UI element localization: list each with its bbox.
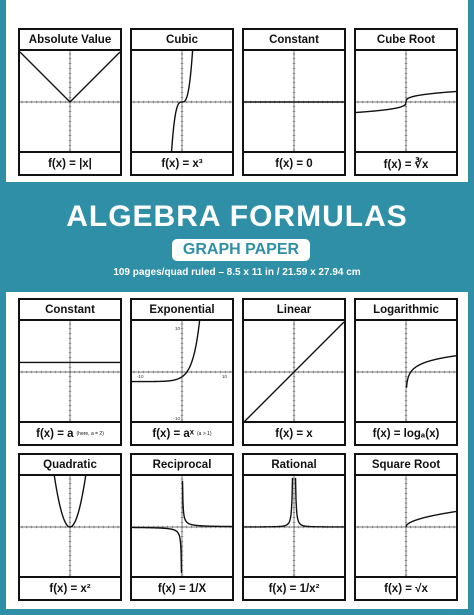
card-formula — [20, 421, 120, 444]
formula-text: f(x) = 0 — [275, 157, 313, 170]
card-formula — [132, 421, 232, 444]
card-title: Quadratic — [20, 455, 120, 476]
left-border-stripe — [0, 0, 6, 615]
function-graph — [132, 321, 232, 423]
function-card — [18, 28, 122, 176]
formula-text: f(x) = x³ — [161, 157, 203, 170]
card-formula — [244, 151, 344, 174]
card-formula — [244, 576, 344, 599]
cover-details: 109 pages/quad ruled – 8.5 x 11 in / 21.59 x 27.94 cm — [113, 267, 361, 278]
graph-svg — [132, 476, 232, 578]
function-graph — [20, 476, 120, 578]
function-graph — [356, 476, 456, 578]
card-formula — [20, 151, 120, 174]
card-title: Linear — [244, 300, 344, 321]
graph-row-1 — [18, 28, 458, 176]
formula-text: f(x) = logₐ(x) — [372, 427, 440, 440]
formula-text: f(x) = |x| — [48, 157, 92, 170]
formula-text: f(x) = 1/X — [157, 582, 207, 595]
graph-row-2 — [18, 298, 458, 446]
function-card — [354, 298, 458, 446]
function-card — [18, 453, 122, 601]
formula-text: f(x) = aˣ — [152, 427, 194, 440]
card-title: Reciprocal — [132, 455, 232, 476]
function-card — [242, 453, 346, 601]
function-graph — [244, 321, 344, 423]
cover-banner — [0, 182, 474, 292]
tick-label: -10 — [137, 374, 144, 379]
function-graph — [20, 51, 120, 153]
card-formula — [20, 576, 120, 599]
function-graph — [356, 321, 456, 423]
function-graph — [244, 51, 344, 153]
graph-svg — [244, 51, 344, 153]
function-graph — [132, 476, 232, 578]
card-title: Cube Root — [356, 30, 456, 51]
graph-row-3 — [18, 453, 458, 601]
function-card — [354, 453, 458, 601]
formula-note: (here, a = 2) — [76, 430, 104, 437]
function-graph — [132, 51, 232, 153]
function-graph — [356, 51, 456, 153]
function-card — [242, 298, 346, 446]
graph-svg — [132, 321, 232, 423]
formula-text: f(x) = ∛x — [383, 158, 429, 171]
card-title: Constant — [244, 30, 344, 51]
cover-subtitle-badge: GRAPH PAPER — [172, 239, 310, 261]
exp-curve — [132, 321, 202, 382]
card-title: Cubic — [132, 30, 232, 51]
function-graph — [244, 476, 344, 578]
formula-text: f(x) = a — [36, 427, 74, 440]
tick-label: -10 — [173, 416, 180, 421]
card-title: Absolute Value — [20, 30, 120, 51]
graph-svg — [20, 51, 120, 153]
card-formula — [244, 421, 344, 444]
graph-svg — [20, 321, 120, 423]
formula-text: f(x) = 1/x² — [268, 582, 320, 595]
formula-text: f(x) = √x — [384, 582, 428, 595]
graph-svg — [356, 476, 456, 578]
function-card — [18, 298, 122, 446]
cover-title: ALGEBRA FORMULAS — [66, 200, 408, 233]
function-card — [130, 453, 234, 601]
function-graph — [20, 321, 120, 423]
card-formula — [356, 421, 456, 444]
card-title: Logarithmic — [356, 300, 456, 321]
function-card — [354, 28, 458, 176]
function-card — [130, 298, 234, 446]
graph-svg — [356, 51, 456, 153]
graph-svg — [20, 476, 120, 578]
card-title: Rational — [244, 455, 344, 476]
tick-label: 10 — [174, 326, 180, 331]
graph-svg — [356, 321, 456, 423]
function-card — [242, 28, 346, 176]
card-title: Exponential — [132, 300, 232, 321]
graph-svg — [132, 51, 232, 153]
graph-svg — [244, 476, 344, 578]
card-formula — [132, 151, 232, 174]
formula-text: f(x) = x — [275, 427, 313, 440]
card-formula — [132, 576, 232, 599]
card-title: Constant — [20, 300, 120, 321]
right-border-stripe — [468, 0, 474, 615]
card-formula — [356, 576, 456, 599]
tick-label: 10 — [221, 374, 227, 379]
function-card — [130, 28, 234, 176]
formula-text: f(x) = x² — [49, 582, 91, 595]
sqrt-curve — [406, 512, 456, 527]
graph-svg — [244, 321, 344, 423]
formula-note: (a > 1) — [197, 430, 212, 437]
card-formula — [356, 151, 456, 174]
card-title: Square Root — [356, 455, 456, 476]
bottom-border-stripe — [0, 609, 474, 615]
